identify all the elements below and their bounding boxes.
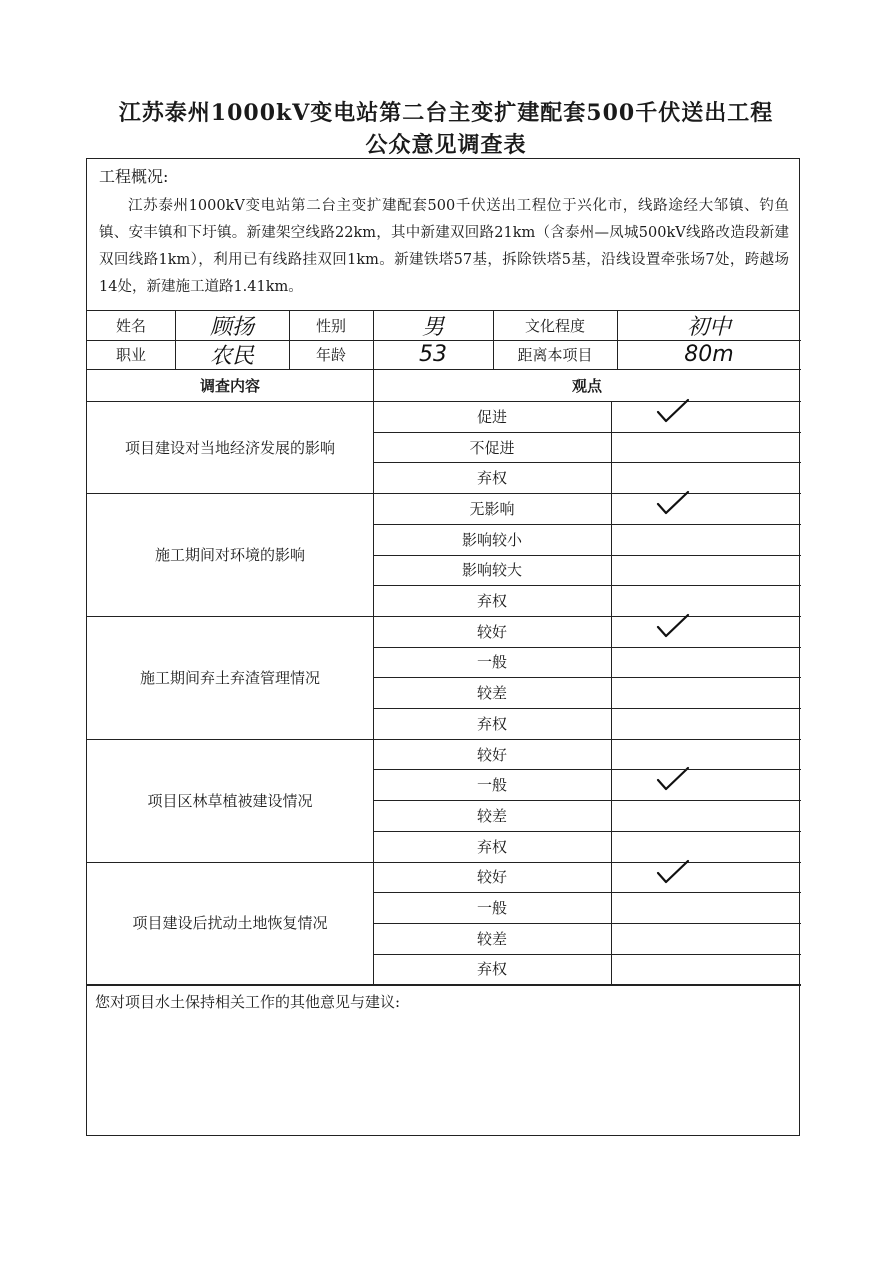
check-mark-icon	[655, 858, 691, 886]
option-checkbox[interactable]	[611, 892, 801, 923]
content-header: 调查内容	[199, 376, 260, 395]
option-label: 较好	[476, 745, 507, 764]
option-checkbox[interactable]	[611, 862, 801, 893]
divider	[373, 524, 801, 525]
option-checkbox[interactable]	[611, 954, 801, 985]
option-checkbox[interactable]	[611, 524, 801, 555]
distance-value[interactable]: 80m	[684, 342, 734, 367]
question-label: 施工期间对环境的影响	[154, 545, 305, 564]
option-checkbox[interactable]	[611, 831, 801, 862]
question-label: 项目建设后扰动土地恢复情况	[132, 914, 328, 933]
divider	[373, 647, 801, 648]
option-checkbox[interactable]	[611, 647, 801, 678]
option-label: 影响较大	[461, 561, 522, 580]
survey-form	[86, 158, 800, 1136]
option-label: 无影响	[469, 499, 515, 518]
divider	[87, 984, 801, 985]
divider	[373, 892, 801, 893]
option-label: 较差	[476, 806, 507, 825]
divider	[373, 954, 801, 955]
option-checkbox[interactable]	[611, 923, 801, 954]
age-label: 年龄	[315, 346, 346, 364]
overview-text: 江苏泰州1000kV变电站第二台主变扩建配套500千伏送出工程位于兴化市，线路途经大邹镇、钓鱼镇、安丰镇和下圩镇。新建架空线路22km，其中新建双回路21km（含泰州—凤城500kV线路改造段新建双回线路1km），利用已有线路挂双回1km。新建铁塔57基，拆除铁塔5基，沿线设置牵张场7处，跨越场14处，新建施工道路1.41km。	[99, 198, 789, 295]
comments-prompt: 您对项目水土保持相关工作的其他意见与建议:	[95, 993, 401, 1011]
job-label: 职业	[115, 346, 146, 364]
job-value[interactable]: 农民	[209, 344, 254, 369]
name-value[interactable]: 顾扬	[209, 315, 254, 340]
option-label: 一般	[476, 776, 507, 795]
option-label: 弃权	[476, 714, 507, 733]
divider	[373, 923, 801, 924]
divider	[373, 555, 801, 556]
check-mark-icon	[655, 612, 691, 640]
option-label: 较好	[476, 622, 507, 641]
divider	[289, 311, 290, 369]
divider	[373, 800, 801, 801]
option-checkbox[interactable]	[611, 585, 801, 616]
option-label: 弃权	[476, 837, 507, 856]
option-label: 促进	[476, 407, 507, 426]
option-checkbox[interactable]	[611, 555, 801, 586]
form-title: 江苏泰州1000kV变电站第二台主变扩建配套500千伏送出工程	[118, 100, 774, 126]
divider	[373, 769, 801, 770]
divider	[493, 311, 494, 369]
check-mark-icon	[655, 489, 691, 517]
option-label: 弃权	[476, 960, 507, 979]
option-label: 较差	[476, 929, 507, 948]
divider	[175, 311, 176, 369]
option-checkbox[interactable]	[611, 769, 801, 800]
option-label: 较差	[476, 684, 507, 703]
gender-label: 性别	[315, 317, 346, 335]
name-label: 姓名	[115, 317, 146, 335]
question-label: 施工期间弃土弃渣管理情况	[139, 668, 320, 687]
divider	[373, 831, 801, 832]
distance-label: 距离本项目	[517, 346, 593, 364]
option-label: 弃权	[476, 469, 507, 488]
divider	[87, 340, 801, 341]
option-checkbox[interactable]	[611, 616, 801, 647]
option-label: 弃权	[476, 592, 507, 611]
divider	[617, 311, 618, 369]
question-label: 项目建设对当地经济发展的影响	[124, 438, 335, 457]
gender-value[interactable]: 男	[421, 315, 444, 340]
option-checkbox[interactable]	[611, 677, 801, 708]
opinion-header: 观点	[571, 376, 602, 395]
option-checkbox[interactable]	[611, 739, 801, 770]
option-checkbox[interactable]	[611, 493, 801, 524]
option-checkbox[interactable]	[611, 800, 801, 831]
option-label: 较好	[476, 868, 507, 887]
option-label: 一般	[476, 653, 507, 672]
age-value[interactable]: 53	[419, 342, 447, 367]
option-checkbox[interactable]	[611, 432, 801, 463]
divider	[87, 369, 801, 370]
divider	[373, 462, 801, 463]
education-value[interactable]: 初中	[686, 315, 731, 340]
option-checkbox[interactable]	[611, 462, 801, 493]
option-label: 一般	[476, 899, 507, 918]
divider	[373, 677, 801, 678]
option-label: 影响较小	[461, 530, 522, 549]
form-subtitle: 公众意见调查表	[365, 132, 527, 158]
question-label: 项目区林草植被建设情况	[147, 791, 313, 810]
comments-area[interactable]	[87, 1019, 801, 1135]
check-mark-icon	[655, 397, 691, 425]
education-label: 文化程度	[524, 317, 585, 335]
option-checkbox[interactable]	[611, 401, 801, 432]
divider	[373, 432, 801, 433]
divider	[373, 708, 801, 709]
option-checkbox[interactable]	[611, 708, 801, 739]
project-overview	[87, 159, 799, 311]
overview-heading: 工程概况:	[99, 167, 169, 186]
option-label: 不促进	[469, 438, 515, 457]
divider	[373, 585, 801, 586]
